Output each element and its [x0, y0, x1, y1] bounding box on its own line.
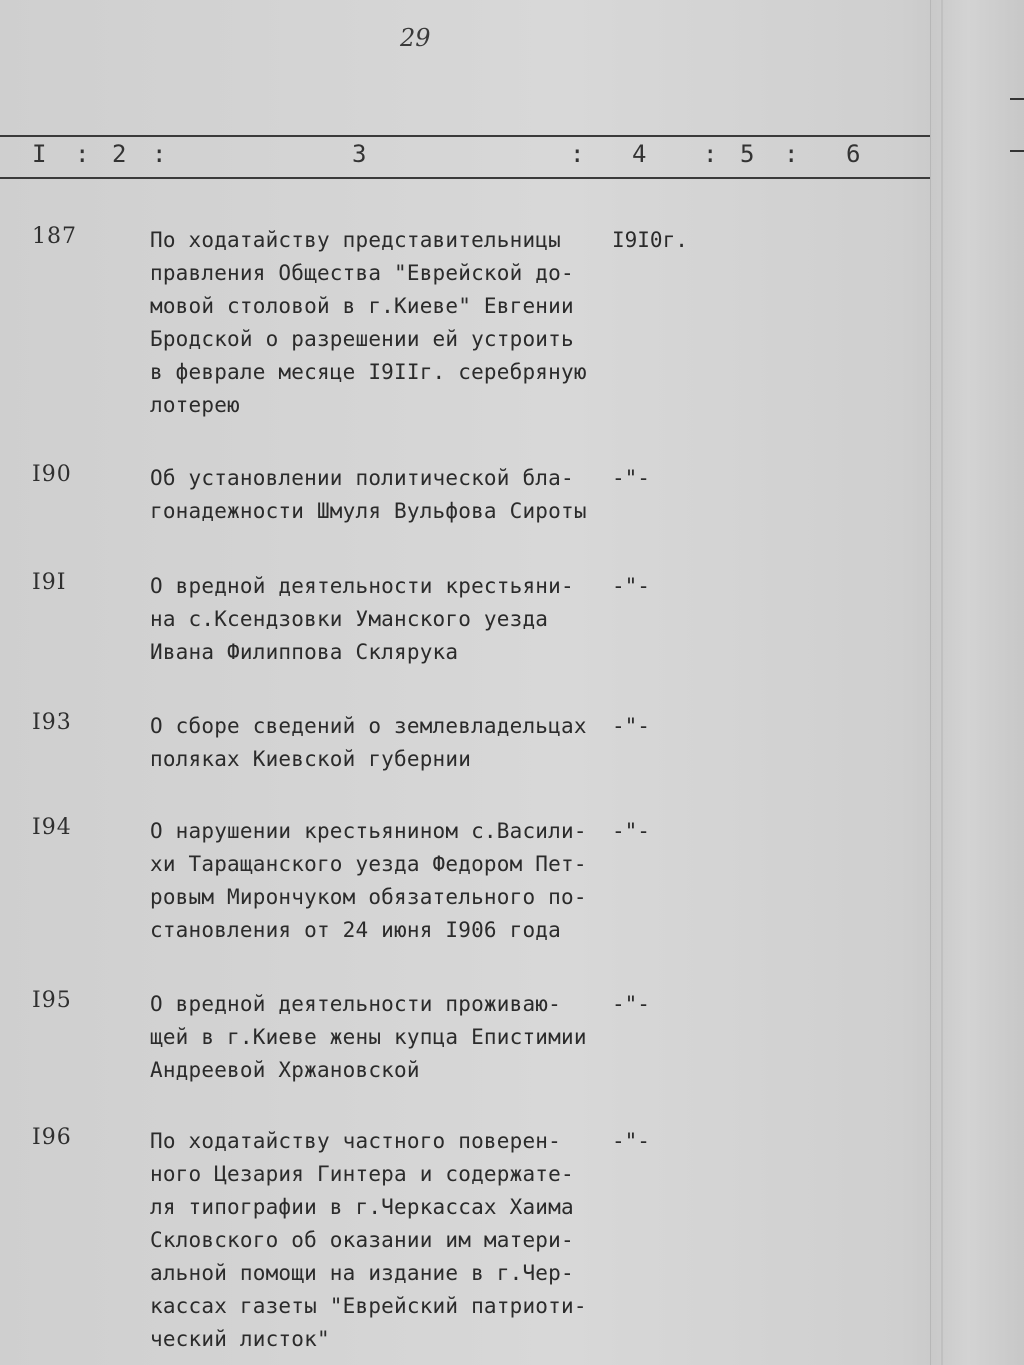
- description-line: О вредной деятельности крестьяни-: [150, 574, 574, 598]
- description-line: Бродской о разрешении ей устроить: [150, 327, 574, 351]
- entry-date: -"-: [612, 992, 650, 1016]
- header-top-rule: [0, 135, 930, 137]
- entry-number: 187: [32, 224, 77, 249]
- entry-number: I93: [32, 710, 72, 735]
- entry-number: I96: [32, 1125, 72, 1150]
- entry-number: I95: [32, 988, 72, 1013]
- description-line: По ходатайству частного поверен-: [150, 1129, 561, 1153]
- column-header: 2: [112, 140, 127, 168]
- entry-date: -"-: [612, 714, 650, 738]
- description-line: в феврале месяце I9IIг. серебряную: [150, 360, 587, 384]
- header-bottom-rule: [0, 177, 930, 179]
- column-header: 3: [352, 140, 367, 168]
- edge-tick-mark: [1010, 98, 1024, 100]
- description-line: щей в г.Киеве жены купца Епистимии: [150, 1025, 587, 1049]
- column-header: 5: [740, 140, 755, 168]
- description-line: на с.Ксендзовки Уманского уезда: [150, 607, 549, 631]
- description-line: О нарушении крестьянином с.Васили-: [150, 819, 587, 843]
- column-header-separator: :: [152, 140, 167, 168]
- entry-number: I9I: [32, 570, 67, 595]
- description-line: Ивана Филиппова Склярука: [150, 640, 459, 664]
- description-line: Андреевой Хржановской: [150, 1058, 420, 1082]
- entry-number: I90: [32, 462, 72, 487]
- entry-description: [150, 462, 620, 528]
- description-line: По ходатайству представительницы: [150, 228, 561, 252]
- description-line: О вредной деятельности проживаю-: [150, 992, 561, 1016]
- entry-date: -"-: [612, 574, 650, 598]
- underlying-sheet-edge: [930, 0, 1024, 1365]
- column-header-separator: :: [703, 140, 718, 168]
- description-line: альной помощи на издание в г.Чер-: [150, 1261, 574, 1285]
- entry-description: [150, 988, 620, 1087]
- description-line: кассах газеты "Еврейский патриоти-: [150, 1294, 587, 1318]
- entry-number: I94: [32, 815, 72, 840]
- description-line: ного Цезария Гинтера и содержате-: [150, 1162, 574, 1186]
- entry-date: I9I0г.: [612, 228, 688, 252]
- description-line: ля типографии в г.Черкассах Хаима: [150, 1195, 574, 1219]
- description-line: поляках Киевской губернии: [150, 747, 472, 771]
- column-header: 6: [846, 140, 861, 168]
- description-line: мовой столовой в г.Киеве" Евгении: [150, 294, 574, 318]
- column-header-separator: :: [570, 140, 585, 168]
- entry-date: -"-: [612, 819, 650, 843]
- description-line: Об установлении политической бла-: [150, 466, 574, 490]
- column-header-separator: :: [75, 140, 90, 168]
- description-line: становления от 24 июня I906 года: [150, 918, 561, 942]
- entry-description: [150, 710, 620, 776]
- description-line: ровым Мирончуком обязательного по-: [150, 885, 587, 909]
- column-header: 4: [632, 140, 647, 168]
- column-header-separator: :: [784, 140, 799, 168]
- edge-tick-mark: [1010, 150, 1024, 152]
- page-number: 29: [400, 24, 431, 52]
- description-line: правления Общества "Еврейской до-: [150, 261, 574, 285]
- description-line: гонадежности Шмуля Вульфова Сироты: [150, 499, 587, 523]
- column-header: I: [32, 140, 47, 168]
- description-line: О сборе сведений о землевладельцах: [150, 714, 587, 738]
- description-line: лотерею: [150, 393, 240, 417]
- entry-date: -"-: [612, 466, 650, 490]
- entry-description: [150, 815, 620, 947]
- entry-description: [150, 1125, 620, 1356]
- entry-description: [150, 570, 620, 669]
- description-line: ческий листок": [150, 1327, 330, 1351]
- entry-description: [150, 224, 620, 422]
- description-line: Скловского об оказании им матери-: [150, 1228, 574, 1252]
- entry-date: -"-: [612, 1129, 650, 1153]
- sheet-fold: [941, 0, 943, 1365]
- description-line: хи Таращанского уезда Федором Пет-: [150, 852, 587, 876]
